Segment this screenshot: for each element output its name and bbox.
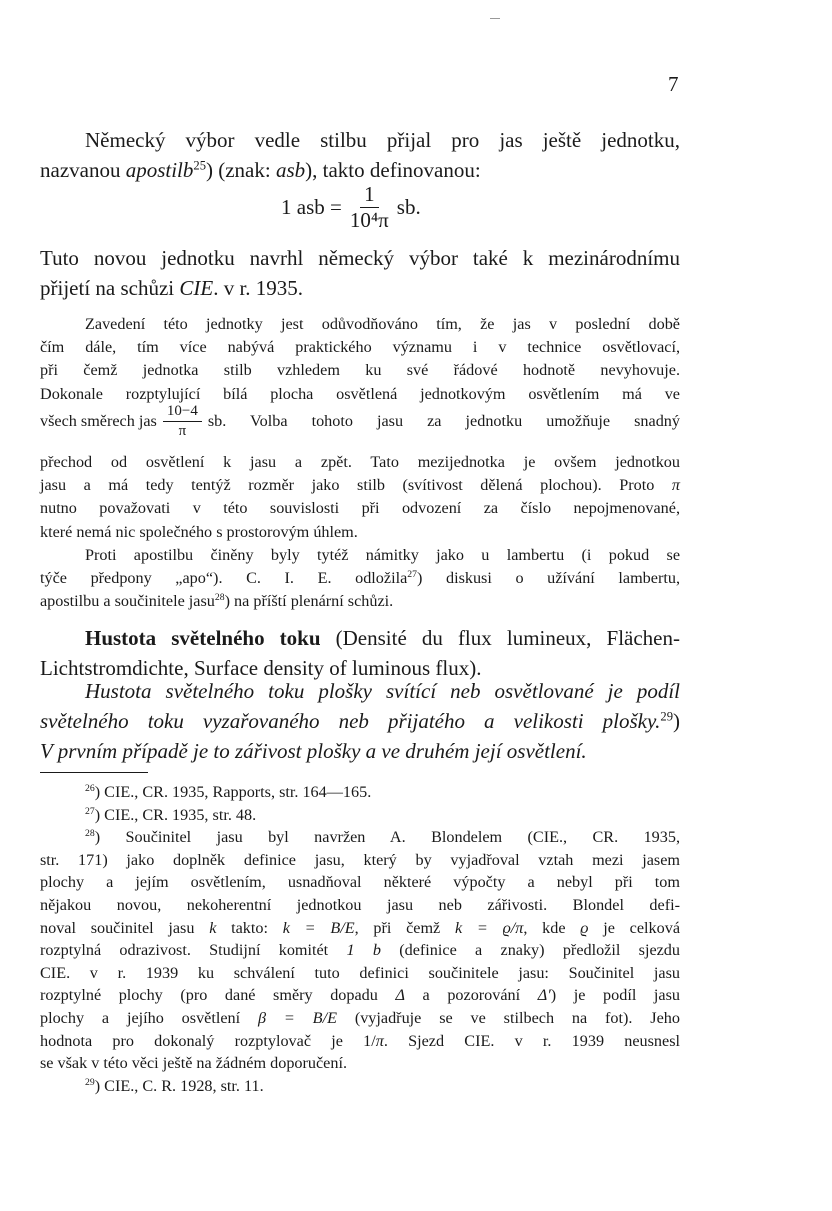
text-run: ), takto definovanou: [305, 158, 481, 182]
text-run: je celková [588, 918, 681, 937]
text-run: noval součinitel jasu [40, 918, 210, 937]
text-run: Hustota světelného toku plošky svítící neb osvětlované je podíl [85, 679, 680, 703]
footnote-ref: 26 [85, 783, 95, 795]
footnote-27 [40, 804, 680, 827]
text-line [40, 984, 680, 1007]
text-line [40, 383, 680, 406]
footnote-26 [40, 781, 680, 804]
formula-lhs: 1 asb = [281, 195, 342, 219]
paragraph-justification [40, 313, 680, 406]
text-run: které nemá nic společného s prostorovým úhlem. [40, 522, 358, 541]
text-run: čím dále, tím více nabývá praktického významu i v technice osvětlovací, [40, 338, 680, 357]
text-run: . v r. 1935. [213, 276, 304, 300]
fraction-denominator: π [178, 423, 187, 439]
text-line [40, 962, 680, 985]
text-line [40, 736, 680, 766]
footnote-ref: 28 [85, 828, 95, 840]
text-line [40, 676, 680, 706]
text-run: 1 b [346, 941, 381, 960]
definition-paragraph [40, 676, 680, 766]
footnote-ref: 29 [660, 709, 673, 724]
text-run: Tuto novou jednotku navrhl německý výbor také k mezinárodnímu [40, 246, 680, 270]
text-line [40, 781, 680, 804]
text-run: . Sjezd CIE. v r. 1939 neusnesl [383, 1031, 680, 1050]
text-run: asb [275, 158, 306, 182]
text-line [40, 849, 680, 872]
text-run: β = B/E [257, 1008, 337, 1027]
text-run: rozptylná odrazivost. Studijní komitét [40, 941, 347, 960]
text-line [40, 623, 680, 653]
text-line [40, 451, 680, 474]
text-run: CIE. v r. 1939 ku schválení tuto definici součinitele jasu: Součinitel jasu [40, 963, 680, 982]
text-run: ) Součinitel jasu byl navržen A. Blondelem (CIE., CR. 1935, [94, 828, 680, 847]
paragraph-cie-proposal [40, 243, 680, 303]
text-run: nazvanou [40, 158, 126, 182]
text-line [40, 1007, 680, 1030]
text-run: (Densité du flux lumineux, Flächen- [320, 626, 680, 650]
text-run: při čemž jednotka stilb vzhledem ku své řádové hodnotě nevyhovuje. [40, 361, 680, 380]
text-line [40, 1030, 680, 1053]
text-line [40, 826, 680, 849]
text-run: přijetí na schůzi [40, 276, 180, 300]
text-line [40, 590, 680, 613]
text-run: (definice a znaky) předložil sjezdu [380, 941, 680, 960]
text-line [40, 706, 680, 736]
text-run: ) diskusi o užívání lambertu, [416, 569, 680, 588]
text-run: přechod od osvětlení k jasu a zpět. Tato mezijednotka je ovšem jednotkou [40, 453, 680, 471]
text-run: jasu a má tedy tentýž rozměr jako stilb (svítivost dělená plochou). Proto [40, 476, 672, 495]
text-line [40, 804, 680, 827]
paragraph-objections [40, 544, 680, 614]
text-line [40, 521, 680, 544]
footnote-28 [40, 826, 680, 1075]
text-line [40, 871, 680, 894]
text-line [40, 243, 680, 273]
text-run: ) [673, 709, 680, 733]
text-run: apostilbu a součinitele jasu [40, 592, 215, 611]
text-run: , při čemž [354, 918, 455, 937]
text-run: plochy a jejím osvětlením, usnadňoval některé výpočty a nebyl při tom [40, 873, 680, 892]
text-line [40, 359, 680, 382]
text-run: rozptylné plochy (pro dané směry dopadu [40, 986, 396, 1005]
paragraph-apostilb-intro [40, 125, 680, 185]
text-line [40, 1052, 680, 1075]
footnote-ref: 27 [407, 569, 417, 581]
text-line [40, 939, 680, 962]
text-run: nutno považovati v této souvislosti při odvození za číslo nepojmenované, [40, 499, 680, 518]
text-run: ) je podíl jasu [550, 986, 680, 1005]
text-run: Německý výbor vedle stilbu přijal pro jas ještě jednotku, [85, 128, 680, 152]
text-line [40, 894, 680, 917]
text-run: k = ϱ/π [454, 918, 524, 937]
text-run: (vyjadřuje se ve stilbech na fot). Jeho [336, 1008, 680, 1027]
formula-fraction [350, 184, 389, 231]
text-line [40, 544, 680, 567]
formula-denominator: 10⁴π [349, 208, 389, 232]
fraction-line-before: všech směrech jas [40, 412, 157, 430]
text-run: ) (znak: [206, 158, 276, 182]
text-run: hodnota pro dokonalý rozptylovač je 1/ [40, 1031, 376, 1050]
text-run: Proti apostilbu činěny byly tytéž námitky jako u lambertu (i pokud se [85, 546, 680, 564]
footnote-rule [40, 772, 148, 773]
text-line [40, 313, 680, 336]
footnote-ref: 29 [85, 1076, 95, 1088]
text-run: týče předpony „apo“). C. I. E. odložila [40, 569, 408, 588]
text-line [40, 567, 680, 590]
text-line [40, 474, 680, 497]
text-run: a pozorování [404, 986, 538, 1005]
text-run: π [671, 476, 680, 495]
text-run: ) CIE., CR. 1935, str. 48. [94, 805, 257, 824]
text-run: ) CIE., CR. 1935, Rapports, str. 164—165. [94, 783, 372, 801]
text-run: k [209, 918, 217, 937]
footnote-29 [40, 1075, 680, 1098]
text-run: světelného toku vyzařovaného neb přijatého a velikosti plošky. [40, 709, 661, 733]
formula-rhs: sb. [396, 195, 421, 219]
text-run: , kde [523, 918, 581, 937]
formula-asb [281, 184, 421, 231]
section-heading [40, 623, 680, 683]
text-run: Lichtstromdichte, Surface density of luminous flux). [40, 656, 482, 680]
text-run: str. 171) jako doplněk definice jasu, který by vyjadřoval vztah mezi jasem [40, 850, 680, 869]
text-run: plochy a jejího osvětlení [40, 1008, 258, 1027]
footnote-ref: 25 [193, 158, 206, 173]
text-run: takto: [216, 918, 283, 937]
text-run: nějakou novou, nekoherentní jednotkou jasu neb zářivosti. Blondel defi- [40, 895, 680, 914]
paragraph-justification-cont [40, 451, 680, 544]
text-run: V prvním případě je to zářivost plošky a ve druhém její osvětlení. [40, 739, 587, 763]
text-run: Dokonale rozptylující bílá plocha osvětlená jednotkovým osvětlením má ve [40, 384, 680, 403]
text-run: Zavedení této jednotky jest odůvodňováno tím, že jas v poslední době [85, 315, 680, 333]
text-run: CIE [179, 276, 214, 300]
text-line [40, 155, 680, 185]
text-run: Δ [395, 986, 405, 1005]
text-run: Δ′ [537, 986, 551, 1005]
text-run: Hustota světelného toku [85, 626, 321, 650]
text-run: π [375, 1031, 384, 1050]
fraction-10-4-pi [163, 404, 202, 439]
text-line [40, 125, 680, 155]
text-run: ) CIE., C. R. 1928, str. 11. [94, 1076, 264, 1095]
fraction-numerator: 10−4 [163, 404, 202, 422]
text-line [40, 1075, 680, 1098]
text-run: se však v této věci ještě na žádném doporučení. [40, 1054, 348, 1073]
text-line [40, 917, 680, 940]
text-run: ) na příští plenární schůzi. [224, 592, 394, 611]
text-run: apostilb [125, 158, 194, 182]
page-number: 7 [668, 72, 679, 96]
scan-mark [490, 18, 500, 19]
fraction-line [40, 404, 680, 439]
footnote-ref: 28 [214, 592, 225, 604]
text-line [40, 273, 680, 303]
text-line [40, 336, 680, 359]
text-run: ϱ [580, 918, 589, 937]
fraction-line-after: sb. Volba tohoto jasu za jednotku umožňuje snadný [207, 412, 680, 430]
formula-numerator: 1 [360, 184, 379, 208]
footnote-ref: 27 [85, 805, 95, 817]
text-line [40, 497, 680, 520]
text-run: k = B/E [282, 918, 355, 937]
